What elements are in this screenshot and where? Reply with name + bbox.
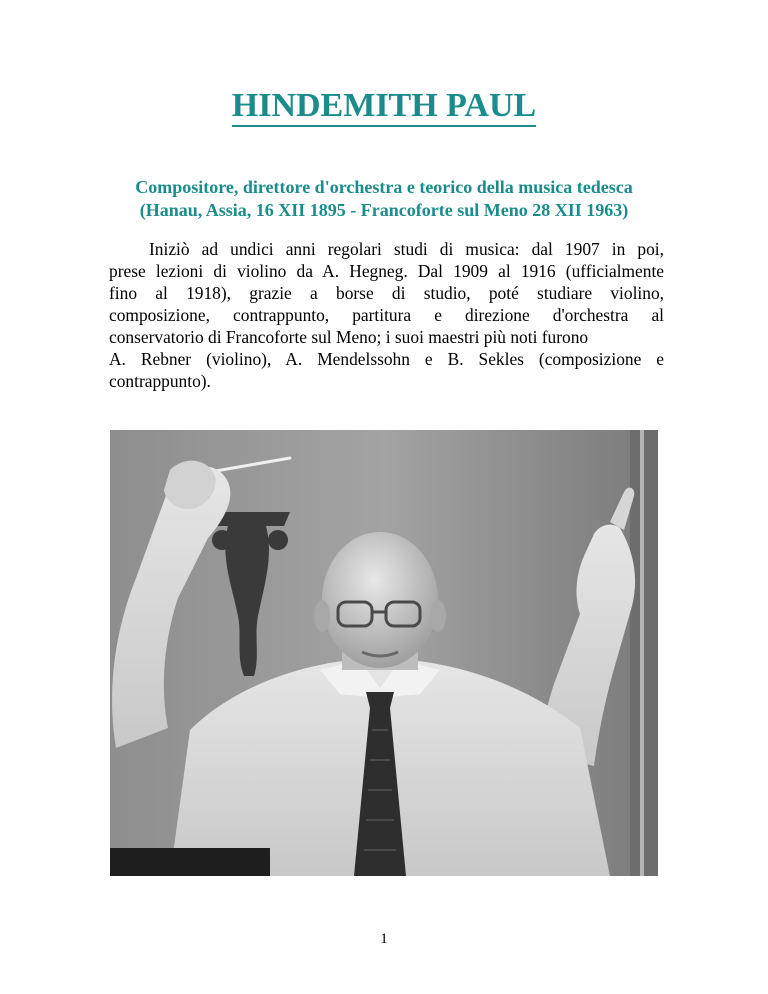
page-title-text: HINDEMITH PAUL	[232, 87, 536, 127]
page-title	[0, 86, 768, 126]
conductor-photo	[110, 430, 658, 876]
paragraph-line: composizione, contrappunto, partitura e direzione d'orchestra al	[109, 305, 664, 325]
paragraph-line: A. Rebner (violino), A. Mendelssohn e B. Sekles (composizione e	[109, 349, 664, 369]
page-number: 1	[380, 931, 388, 947]
conductor-photo-illustration	[110, 430, 658, 876]
paragraph-line: prese lezioni di violino da A. Hegneg. Dal 1909 al 1916 (ufficialmente	[109, 261, 664, 281]
paragraph-line: Iniziò ad undici anni regolari studi di musica: dal 1907 in poi,	[149, 239, 664, 259]
paragraph-line: contrappunto).	[109, 371, 211, 391]
paragraph-line: conservatorio di Francoforte sul Meno; i suoi maestri più noti furono	[109, 327, 589, 347]
biography-paragraph	[109, 238, 664, 392]
subtitle-line-1: Compositore, direttore d'orchestra e teorico della musica tedesca	[135, 177, 633, 197]
subtitle-line-2: (Hanau, Assia, 16 XII 1895 - Francoforte sul Meno 28 XII 1963)	[139, 200, 629, 220]
paragraph-line: fino al 1918), grazie a borse di studio, poté studiare violino,	[109, 283, 664, 303]
